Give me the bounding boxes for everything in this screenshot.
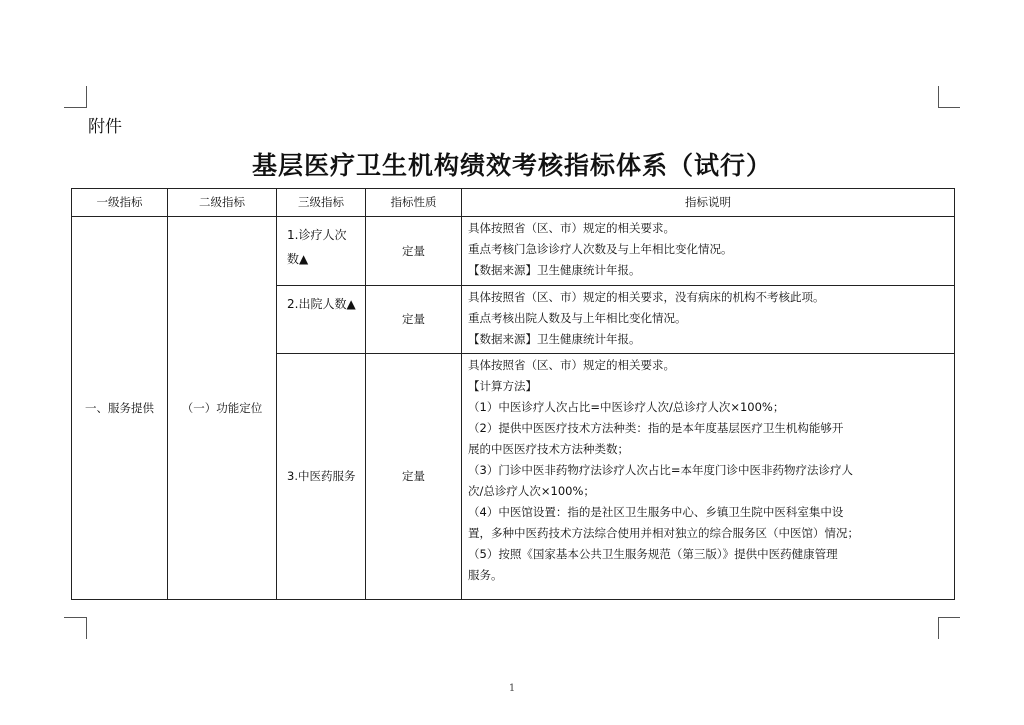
header-level2: 二级指标 — [168, 189, 277, 217]
description-line: 具体按照省（区、市）规定的相关要求，没有病床的机构不考核此项。 — [468, 290, 825, 304]
nature-cell: 定量 — [366, 286, 462, 354]
table-header-row — [72, 189, 955, 217]
description-line: （1）中医诊疗人次占比=中医诊疗人次/总诊疗人次×100%； — [468, 400, 785, 414]
header-description: 指标说明 — [462, 189, 955, 217]
description-line: 具体按照省（区、市）规定的相关要求。 — [468, 358, 675, 372]
description-line: （2）提供中医医疗技术方法种类：指的是本年度基层医疗卫生机构能够开 — [468, 421, 844, 435]
description-cell — [462, 217, 955, 286]
level3-cell: 3.中医药服务 — [277, 354, 366, 600]
header-level3: 三级指标 — [277, 189, 366, 217]
description-line: 具体按照省（区、市）规定的相关要求。 — [468, 221, 675, 235]
description-cell — [462, 286, 955, 354]
appendix-label: 附件 — [88, 117, 122, 137]
page-number: 1 — [508, 683, 516, 694]
description-line: 服务。 — [468, 568, 503, 582]
description-line: 次/总诊疗人次×100%； — [468, 484, 595, 498]
header-nature: 指标性质 — [366, 189, 462, 217]
description-line: 置，多种中医药技术方法综合使用并相对独立的综合服务区（中医馆）情况； — [468, 526, 859, 540]
level2-cell: （一）功能定位 — [168, 217, 277, 600]
description-line: （5）按照《国家基本公共卫生服务规范（第三版）》提供中医药健康管理 — [468, 547, 838, 561]
indicator-table — [71, 188, 955, 600]
nature-cell: 定量 — [366, 354, 462, 600]
header-level1: 一级指标 — [72, 189, 168, 217]
description-line: 展的中医医疗技术方法种类数； — [468, 442, 629, 456]
table-row — [72, 217, 955, 286]
page-title: 基层医疗卫生机构绩效考核指标体系（试行） — [251, 151, 772, 180]
description-line: 重点考核出院人数及与上年相比变化情况。 — [468, 311, 687, 325]
level3-cell: 2.出院人数▲ — [277, 286, 366, 354]
description-line: 【计算方法】 — [468, 379, 537, 393]
description-line: （4）中医馆设置：指的是社区卫生服务中心、乡镇卫生院中医科室集中设 — [468, 505, 844, 519]
level1-cell: 一、服务提供 — [72, 217, 168, 600]
description-line: 【数据来源】卫生健康统计年报。 — [468, 263, 641, 277]
description-line: 【数据来源】卫生健康统计年报。 — [468, 332, 641, 346]
description-line: （3）门诊中医非药物疗法诊疗人次占比=本年度门诊中医非药物疗法诊疗人 — [468, 463, 853, 477]
description-cell — [462, 354, 955, 600]
description-line: 重点考核门急诊诊疗人次数及与上年相比变化情况。 — [468, 242, 733, 256]
nature-cell: 定量 — [366, 217, 462, 286]
level3-cell: 1.诊疗人次数▲ — [277, 217, 366, 286]
